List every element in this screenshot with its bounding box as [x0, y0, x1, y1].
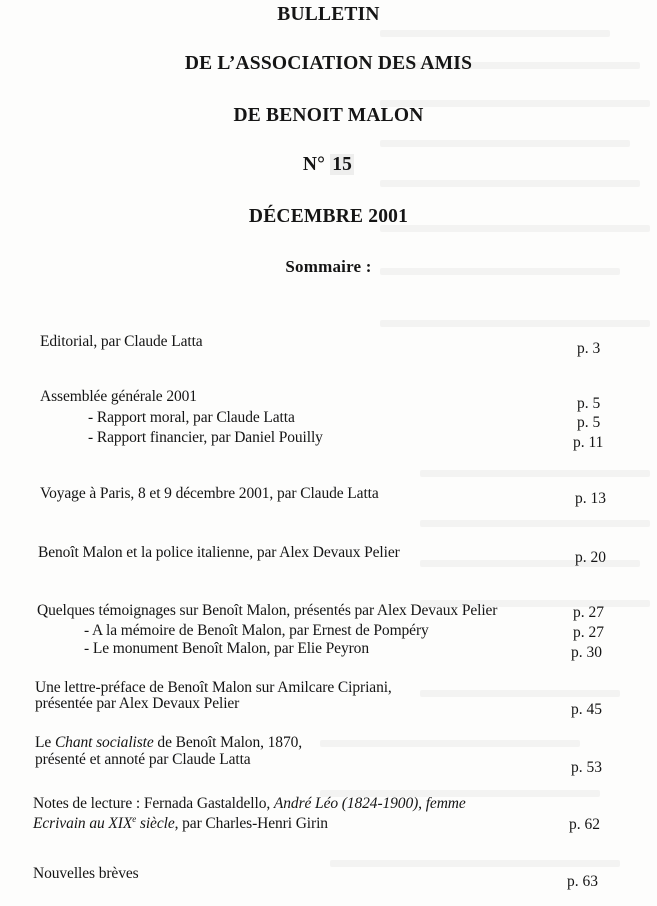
notes-author: , par Charles-Henri Girin — [174, 815, 328, 833]
association-title: DE L’ASSOCIATION DES AMIS — [184, 53, 473, 74]
toc-entry-temoignages: Quelques témoignages sur Benoît Malon, présentés par Alex Devaux Pelier — [37, 602, 498, 619]
toc-page-lettre: p. 45 — [571, 701, 602, 718]
toc-entry-lettre-line1: Une lettre-préface de Benoît Malon sur Amilcare Cipriani, — [35, 679, 392, 696]
toc-page-assemblee: p. 5 — [577, 395, 601, 412]
notes-superscript: e — [132, 814, 137, 824]
toc-entry-lettre-line2: présentée par Alex Devaux Pelier — [35, 695, 240, 712]
notes-book-title-end: siècle — [136, 815, 175, 833]
toc-entry-chant-line1 — [35, 734, 302, 752]
chant-suffix: de Benoît Malon, 1870, — [153, 734, 303, 751]
toc-entry-editorial: Editorial, par Claude Latta — [40, 333, 203, 350]
toc-page-chant: p. 53 — [571, 759, 602, 776]
toc-page-police: p. 20 — [575, 549, 606, 566]
chant-prefix: Le — [35, 734, 55, 751]
toc-entry-rapport-financier: - Rapport financier, par Daniel Pouilly — [88, 429, 323, 446]
toc-page-temoignages: p. 27 — [573, 604, 604, 621]
toc-page-monument: p. 30 — [571, 644, 602, 661]
toc-entry-chant-line2: présenté et annoté par Claude Latta — [35, 751, 251, 768]
notes-book-title-cont: Ecrivain au XIX — [33, 815, 133, 833]
issue-number — [0, 154, 657, 176]
toc-page-breves: p. 63 — [567, 873, 598, 890]
benoit-malon-title: DE BENOIT MALON — [233, 105, 424, 126]
toc-page-rapport-financier: p. 11 — [573, 434, 604, 451]
issue-number-prefix: N° — [302, 154, 326, 175]
toc-entry-monument: - Le monument Benoît Malon, par Elie Peyron — [84, 640, 369, 657]
toc-page-voyage: p. 13 — [575, 490, 606, 507]
toc-entry-memoire: - A la mémoire de Benoît Malon, par Ernest de Pompéry — [84, 622, 429, 639]
toc-entry-assemblee: Assemblée générale 2001 — [40, 388, 197, 405]
toc-page-editorial: p. 3 — [577, 340, 601, 357]
notes-prefix: Notes de lecture : Fernada Gastaldello, — [33, 795, 274, 812]
toc-entry-notes-line1 — [33, 795, 466, 813]
bulletin-title: BULLETIN — [277, 4, 380, 25]
toc-entry-breves: Nouvelles brèves — [33, 865, 139, 882]
issue-number-value: 15 — [332, 154, 353, 175]
notes-book-title: André Léo (1824-1900), femme — [273, 795, 466, 812]
toc-page-memoire: p. 27 — [573, 624, 604, 641]
toc-page-rapport-moral: p. 5 — [577, 414, 601, 431]
toc-entry-voyage: Voyage à Paris, 8 et 9 décembre 2001, par Claude Latta — [40, 485, 379, 502]
chant-title-italic: Chant socialiste — [54, 734, 154, 751]
issue-date: DÉCEMBRE 2001 — [248, 206, 409, 227]
toc-page-notes: p. 62 — [569, 816, 600, 833]
sommaire-heading: Sommaire : — [285, 257, 372, 276]
toc-entry-notes-line2 — [33, 814, 328, 833]
toc-entry-rapport-moral: - Rapport moral, par Claude Latta — [88, 409, 295, 426]
toc-entry-police: Benoît Malon et la police italienne, par Alex Devaux Pelier — [38, 544, 400, 561]
